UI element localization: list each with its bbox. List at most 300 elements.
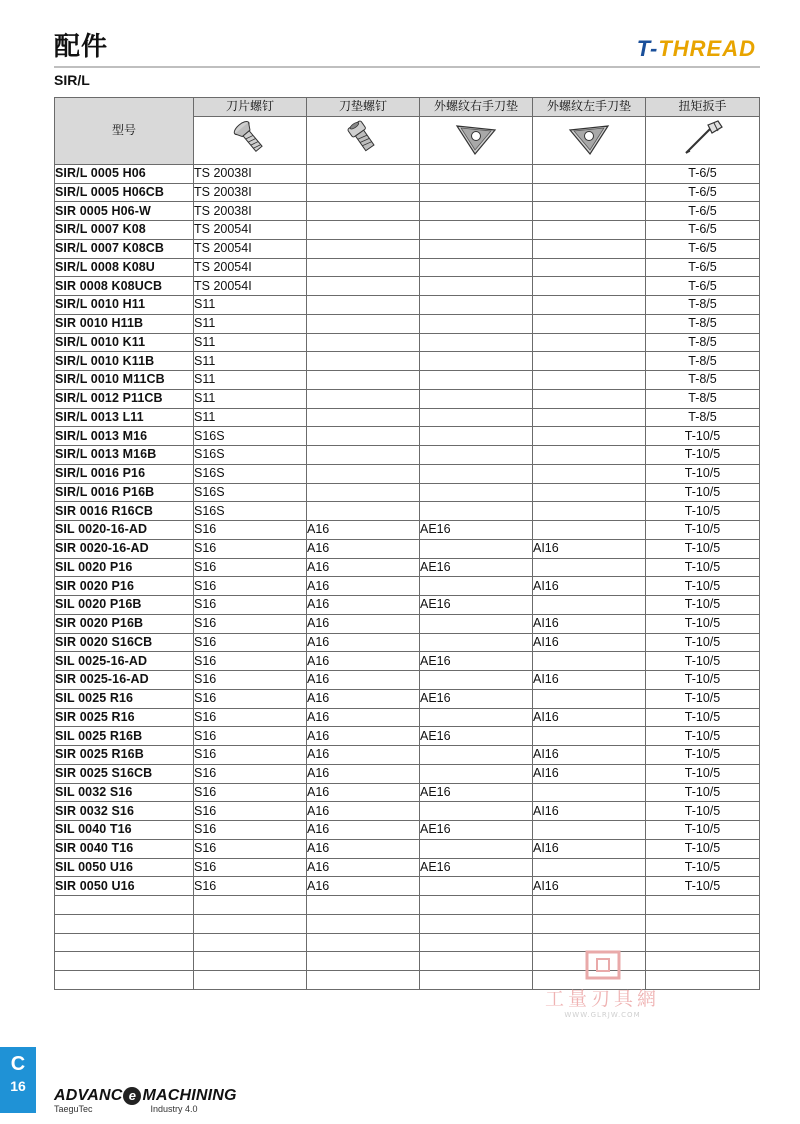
table-row: [55, 727, 760, 746]
column-header-torque-wrench: 扭矩扳手: [646, 98, 760, 117]
left-shim-cell: [533, 689, 646, 708]
insert-screw-cell: S16S: [194, 427, 307, 446]
model-cell: SIR 0008 K08UCB: [55, 277, 194, 296]
torque-wrench-cell: T-6/5: [646, 258, 760, 277]
model-cell: SIL 0050 U16: [55, 858, 194, 877]
right-shim-cell: [420, 914, 533, 933]
model-cell: SIR/L 0005 H06CB: [55, 183, 194, 202]
insert-screw-cell: S16: [194, 727, 307, 746]
right-hand-shim-icon: [420, 116, 533, 164]
insert-screw-cell: S16S: [194, 464, 307, 483]
torque-wrench-cell: T-6/5: [646, 277, 760, 296]
torque-wrench-cell: T-8/5: [646, 333, 760, 352]
torque-wrench-cell: T-10/5: [646, 783, 760, 802]
accessories-table: [54, 97, 760, 990]
table-row: [55, 239, 760, 258]
footer-company: TaeguTec: [54, 1104, 93, 1114]
left-shim-cell: AI16: [533, 633, 646, 652]
shim-screw-cell: [307, 277, 420, 296]
shim-screw-cell: A16: [307, 746, 420, 765]
model-cell: SIR 0020 P16B: [55, 614, 194, 633]
table-row: [55, 389, 760, 408]
right-shim-cell: [420, 333, 533, 352]
right-shim-cell: [420, 839, 533, 858]
torque-wrench-cell: T-8/5: [646, 371, 760, 390]
left-shim-cell: [533, 521, 646, 540]
left-shim-cell: [533, 596, 646, 615]
insert-screw-cell: S16: [194, 839, 307, 858]
shim-screw-cell: [307, 408, 420, 427]
model-cell: SIR 0050 U16: [55, 877, 194, 896]
shim-screw-cell: [307, 202, 420, 221]
shim-screw-cell: A16: [307, 802, 420, 821]
torque-wrench-cell: T-8/5: [646, 296, 760, 315]
insert-screw-cell: S16: [194, 577, 307, 596]
table-row: [55, 371, 760, 390]
shim-screw-cell: A16: [307, 671, 420, 690]
brand-prefix: T-: [636, 36, 659, 61]
shim-screw-cell: A16: [307, 689, 420, 708]
table-header-row: [55, 98, 760, 117]
model-cell: SIR 0025 S16CB: [55, 764, 194, 783]
left-shim-cell: [533, 896, 646, 915]
shim-screw-cell: A16: [307, 877, 420, 896]
left-shim-cell: [533, 164, 646, 183]
table-row: [55, 221, 760, 240]
table-row: [55, 164, 760, 183]
insert-screw-cell: TS 20038I: [194, 183, 307, 202]
table-row: [55, 914, 760, 933]
table-row: [55, 446, 760, 465]
footer-brand: [54, 1087, 237, 1114]
model-cell: SIR/L 0013 L11: [55, 408, 194, 427]
table-row: [55, 483, 760, 502]
insert-screw-cell: TS 20038I: [194, 164, 307, 183]
insert-screw-cell: S16: [194, 802, 307, 821]
insert-screw-cell: S11: [194, 389, 307, 408]
torque-wrench-cell: [646, 933, 760, 952]
insert-screw-cell: S11: [194, 352, 307, 371]
left-shim-cell: [533, 296, 646, 315]
model-cell: SIR/L 0013 M16B: [55, 446, 194, 465]
insert-screw-cell: S16S: [194, 502, 307, 521]
shim-screw-cell: [307, 933, 420, 952]
model-cell: SIL 0020-16-AD: [55, 521, 194, 540]
footer-brand-left: ADVANC: [54, 1087, 123, 1104]
right-shim-cell: [420, 164, 533, 183]
table-row: [55, 652, 760, 671]
insert-screw-cell: [194, 896, 307, 915]
shim-screw-cell: A16: [307, 521, 420, 540]
insert-screw-cell: S11: [194, 371, 307, 390]
torque-wrench-cell: T-6/5: [646, 221, 760, 240]
left-shim-cell: AI16: [533, 539, 646, 558]
model-cell: SIR 0025 R16: [55, 708, 194, 727]
table-row: [55, 183, 760, 202]
right-shim-cell: [420, 202, 533, 221]
table-row: [55, 933, 760, 952]
right-shim-cell: [420, 577, 533, 596]
torque-wrench-icon: [646, 116, 760, 164]
right-shim-cell: [420, 896, 533, 915]
left-shim-cell: [533, 258, 646, 277]
left-shim-cell: [533, 277, 646, 296]
shim-screw-cell: [307, 896, 420, 915]
torque-wrench-cell: T-10/5: [646, 446, 760, 465]
page-number: 16: [10, 1078, 26, 1094]
footer-logo: [54, 1087, 237, 1105]
torque-wrench-cell: [646, 914, 760, 933]
insert-screw-cell: TS 20054I: [194, 221, 307, 240]
torque-wrench-cell: [646, 952, 760, 971]
right-shim-cell: AE16: [420, 652, 533, 671]
right-shim-cell: [420, 633, 533, 652]
table-row: [55, 464, 760, 483]
table-row: [55, 708, 760, 727]
left-shim-cell: AI16: [533, 614, 646, 633]
left-shim-cell: AI16: [533, 839, 646, 858]
model-cell: SIL 0025-16-AD: [55, 652, 194, 671]
torque-wrench-cell: T-10/5: [646, 596, 760, 615]
torque-wrench-cell: [646, 896, 760, 915]
insert-screw-cell: S16: [194, 614, 307, 633]
torque-wrench-cell: T-10/5: [646, 614, 760, 633]
right-shim-cell: [420, 671, 533, 690]
table-row: [55, 689, 760, 708]
shim-screw-cell: A16: [307, 727, 420, 746]
left-shim-cell: [533, 352, 646, 371]
right-shim-cell: [420, 352, 533, 371]
right-shim-cell: [420, 221, 533, 240]
left-shim-cell: AI16: [533, 746, 646, 765]
left-shim-cell: [533, 821, 646, 840]
model-cell: [55, 971, 194, 990]
shim-screw-cell: [307, 971, 420, 990]
left-hand-shim-icon: [533, 116, 646, 164]
left-shim-cell: [533, 333, 646, 352]
right-shim-cell: [420, 183, 533, 202]
table-row: [55, 821, 760, 840]
torque-wrench-cell: T-10/5: [646, 671, 760, 690]
insert-screw-cell: [194, 933, 307, 952]
shim-screw-cell: [307, 352, 420, 371]
model-cell: SIR/L 0008 K08U: [55, 258, 194, 277]
model-cell: SIL 0020 P16B: [55, 596, 194, 615]
right-shim-cell: [420, 408, 533, 427]
left-shim-cell: [533, 464, 646, 483]
insert-screw-cell: [194, 971, 307, 990]
torque-wrench-cell: T-10/5: [646, 708, 760, 727]
model-column-header: 型号: [55, 98, 194, 165]
left-shim-cell: [533, 858, 646, 877]
model-cell: SIR 0005 H06-W: [55, 202, 194, 221]
model-cell: SIR/L 0007 K08CB: [55, 239, 194, 258]
insert-screw-cell: TS 20054I: [194, 277, 307, 296]
left-shim-cell: [533, 652, 646, 671]
shim-screw-cell: A16: [307, 614, 420, 633]
left-shim-cell: AI16: [533, 708, 646, 727]
shim-screw-cell: [307, 952, 420, 971]
section-subtitle: SIR/L: [54, 72, 90, 88]
model-cell: SIL 0040 T16: [55, 821, 194, 840]
column-header-left-shim: 外螺纹左手刀垫: [533, 98, 646, 117]
right-shim-cell: [420, 614, 533, 633]
shim-screw-cell: A16: [307, 858, 420, 877]
torque-wrench-cell: T-6/5: [646, 183, 760, 202]
column-header-right-shim: 外螺纹右手刀垫: [420, 98, 533, 117]
insert-screw-cell: TS 20038I: [194, 202, 307, 221]
table-row: [55, 596, 760, 615]
torque-wrench-cell: T-10/5: [646, 746, 760, 765]
torque-wrench-cell: T-10/5: [646, 821, 760, 840]
model-cell: SIR 0032 S16: [55, 802, 194, 821]
model-cell: [55, 896, 194, 915]
shim-screw-cell: [307, 333, 420, 352]
shim-screw-icon: [307, 116, 420, 164]
insert-screw-cell: S11: [194, 296, 307, 315]
shim-screw-cell: A16: [307, 652, 420, 671]
model-cell: SIR/L 0013 M16: [55, 427, 194, 446]
insert-screw-cell: S16: [194, 521, 307, 540]
model-cell: SIR/L 0010 K11: [55, 333, 194, 352]
right-shim-cell: [420, 446, 533, 465]
shim-screw-cell: [307, 221, 420, 240]
shim-screw-cell: [307, 446, 420, 465]
table-row: [55, 614, 760, 633]
insert-screw-cell: S16: [194, 764, 307, 783]
torque-wrench-cell: T-10/5: [646, 802, 760, 821]
insert-screw-cell: TS 20054I: [194, 239, 307, 258]
shim-screw-cell: [307, 914, 420, 933]
left-shim-cell: [533, 727, 646, 746]
left-shim-cell: [533, 183, 646, 202]
table-row: [55, 671, 760, 690]
insert-screw-cell: [194, 952, 307, 971]
model-cell: SIR 0020-16-AD: [55, 539, 194, 558]
table-row: [55, 521, 760, 540]
footer-tagline: Industry 4.0: [150, 1104, 198, 1114]
model-cell: SIR/L 0010 H11: [55, 296, 194, 315]
shim-screw-cell: [307, 314, 420, 333]
model-cell: SIR/L 0012 P11CB: [55, 389, 194, 408]
shim-screw-cell: [307, 164, 420, 183]
left-shim-cell: AI16: [533, 577, 646, 596]
table-row: [55, 783, 760, 802]
shim-screw-cell: A16: [307, 558, 420, 577]
insert-screw-cell: S16: [194, 633, 307, 652]
torque-wrench-cell: T-8/5: [646, 389, 760, 408]
model-cell: SIR 0020 P16: [55, 577, 194, 596]
torque-wrench-cell: T-10/5: [646, 633, 760, 652]
header-divider: [54, 66, 760, 68]
model-cell: SIR/L 0007 K08: [55, 221, 194, 240]
table-row: [55, 258, 760, 277]
torque-wrench-cell: T-8/5: [646, 408, 760, 427]
shim-screw-cell: [307, 296, 420, 315]
watermark-url: WWW.GLRJW.COM: [564, 1011, 641, 1019]
insert-screw-cell: S16: [194, 708, 307, 727]
column-header-shim-screw: 刀垫螺钉: [307, 98, 420, 117]
shim-screw-cell: A16: [307, 596, 420, 615]
left-shim-cell: [533, 427, 646, 446]
insert-screw-cell: S16: [194, 783, 307, 802]
table-row: [55, 558, 760, 577]
watermark-logo-icon: [585, 950, 621, 980]
model-cell: [55, 914, 194, 933]
table-row: [55, 633, 760, 652]
table-row: [55, 858, 760, 877]
left-shim-cell: AI16: [533, 877, 646, 896]
model-cell: SIR/L 0016 P16: [55, 464, 194, 483]
insert-screw-cell: S16: [194, 858, 307, 877]
model-cell: SIR/L 0005 H06: [55, 164, 194, 183]
column-header-insert-screw: 刀片螺钉: [194, 98, 307, 117]
insert-screw-cell: S11: [194, 408, 307, 427]
insert-screw-cell: S16: [194, 652, 307, 671]
left-shim-cell: [533, 221, 646, 240]
left-shim-cell: AI16: [533, 671, 646, 690]
torque-wrench-cell: T-10/5: [646, 539, 760, 558]
left-shim-cell: [533, 314, 646, 333]
insert-screw-cell: S16: [194, 689, 307, 708]
model-cell: SIL 0020 P16: [55, 558, 194, 577]
insert-screw-cell: S11: [194, 314, 307, 333]
table-row: [55, 296, 760, 315]
insert-screw-cell: S11: [194, 333, 307, 352]
left-shim-cell: [533, 202, 646, 221]
model-cell: [55, 952, 194, 971]
right-shim-cell: [420, 314, 533, 333]
brand-logo: [637, 36, 756, 62]
page-title: 配件: [54, 32, 109, 62]
right-shim-cell: [420, 277, 533, 296]
torque-wrench-cell: T-8/5: [646, 352, 760, 371]
shim-screw-cell: [307, 183, 420, 202]
right-shim-cell: [420, 952, 533, 971]
table-row: [55, 352, 760, 371]
section-letter: C: [10, 1053, 26, 1075]
model-cell: SIL 0025 R16B: [55, 727, 194, 746]
insert-screw-cell: S16: [194, 539, 307, 558]
model-cell: SIR 0010 H11B: [55, 314, 194, 333]
right-shim-cell: AE16: [420, 689, 533, 708]
left-shim-cell: AI16: [533, 764, 646, 783]
left-shim-cell: [533, 558, 646, 577]
model-cell: [55, 933, 194, 952]
shim-screw-cell: A16: [307, 764, 420, 783]
left-shim-cell: [533, 446, 646, 465]
model-cell: SIR 0040 T16: [55, 839, 194, 858]
right-shim-cell: [420, 971, 533, 990]
right-shim-cell: [420, 239, 533, 258]
left-shim-cell: [533, 371, 646, 390]
table-row: [55, 277, 760, 296]
shim-screw-cell: A16: [307, 821, 420, 840]
left-shim-cell: [533, 783, 646, 802]
watermark-name: 工量刃具網: [545, 988, 661, 1010]
right-shim-cell: [420, 802, 533, 821]
table-row: [55, 502, 760, 521]
left-shim-cell: [533, 239, 646, 258]
torque-wrench-cell: T-6/5: [646, 164, 760, 183]
insert-screw-cell: S16: [194, 671, 307, 690]
insert-screw-cell: S16: [194, 558, 307, 577]
left-shim-cell: [533, 483, 646, 502]
left-shim-cell: AI16: [533, 802, 646, 821]
insert-screw-cell: S16S: [194, 446, 307, 465]
insert-screw-cell: [194, 914, 307, 933]
right-shim-cell: AE16: [420, 521, 533, 540]
torque-wrench-cell: T-6/5: [646, 202, 760, 221]
shim-screw-cell: A16: [307, 783, 420, 802]
right-shim-cell: [420, 877, 533, 896]
right-shim-cell: AE16: [420, 558, 533, 577]
torque-wrench-cell: T-10/5: [646, 521, 760, 540]
model-cell: SIR 0025 R16B: [55, 746, 194, 765]
torque-wrench-cell: T-10/5: [646, 858, 760, 877]
model-cell: SIL 0025 R16: [55, 689, 194, 708]
table-row: [55, 202, 760, 221]
insert-screw-cell: TS 20054I: [194, 258, 307, 277]
footer-brand-right: MACHINING: [142, 1087, 237, 1104]
insert-screw-cell: S16: [194, 746, 307, 765]
insert-screw-cell: S16S: [194, 483, 307, 502]
left-shim-cell: [533, 389, 646, 408]
right-shim-cell: AE16: [420, 596, 533, 615]
torque-wrench-cell: T-10/5: [646, 764, 760, 783]
insert-screw-icon: [194, 116, 307, 164]
right-shim-cell: [420, 296, 533, 315]
torque-wrench-cell: T-10/5: [646, 558, 760, 577]
shim-screw-cell: A16: [307, 539, 420, 558]
shim-screw-cell: A16: [307, 633, 420, 652]
right-shim-cell: [420, 708, 533, 727]
right-shim-cell: [420, 539, 533, 558]
shim-screw-cell: [307, 371, 420, 390]
torque-wrench-cell: T-10/5: [646, 502, 760, 521]
shim-screw-cell: A16: [307, 708, 420, 727]
torque-wrench-cell: T-10/5: [646, 483, 760, 502]
shim-screw-cell: [307, 239, 420, 258]
table-row: [55, 539, 760, 558]
footer-brand-e: e: [123, 1087, 141, 1105]
table-row: [55, 577, 760, 596]
model-cell: SIR/L 0016 P16B: [55, 483, 194, 502]
right-shim-cell: [420, 258, 533, 277]
shim-screw-cell: [307, 427, 420, 446]
right-shim-cell: [420, 464, 533, 483]
table-row: [55, 764, 760, 783]
right-shim-cell: AE16: [420, 783, 533, 802]
table-row: [55, 839, 760, 858]
insert-screw-cell: S16: [194, 877, 307, 896]
table-body: [55, 164, 760, 989]
torque-wrench-cell: T-10/5: [646, 689, 760, 708]
watermark: [545, 950, 660, 1019]
model-cell: SIR 0016 R16CB: [55, 502, 194, 521]
table-row: [55, 408, 760, 427]
left-shim-cell: [533, 502, 646, 521]
right-shim-cell: AE16: [420, 821, 533, 840]
torque-wrench-cell: T-10/5: [646, 464, 760, 483]
model-cell: SIR 0020 S16CB: [55, 633, 194, 652]
right-shim-cell: [420, 389, 533, 408]
torque-wrench-cell: [646, 971, 760, 990]
model-cell: SIR 0025-16-AD: [55, 671, 194, 690]
left-shim-cell: [533, 914, 646, 933]
left-shim-cell: [533, 933, 646, 952]
right-shim-cell: [420, 764, 533, 783]
